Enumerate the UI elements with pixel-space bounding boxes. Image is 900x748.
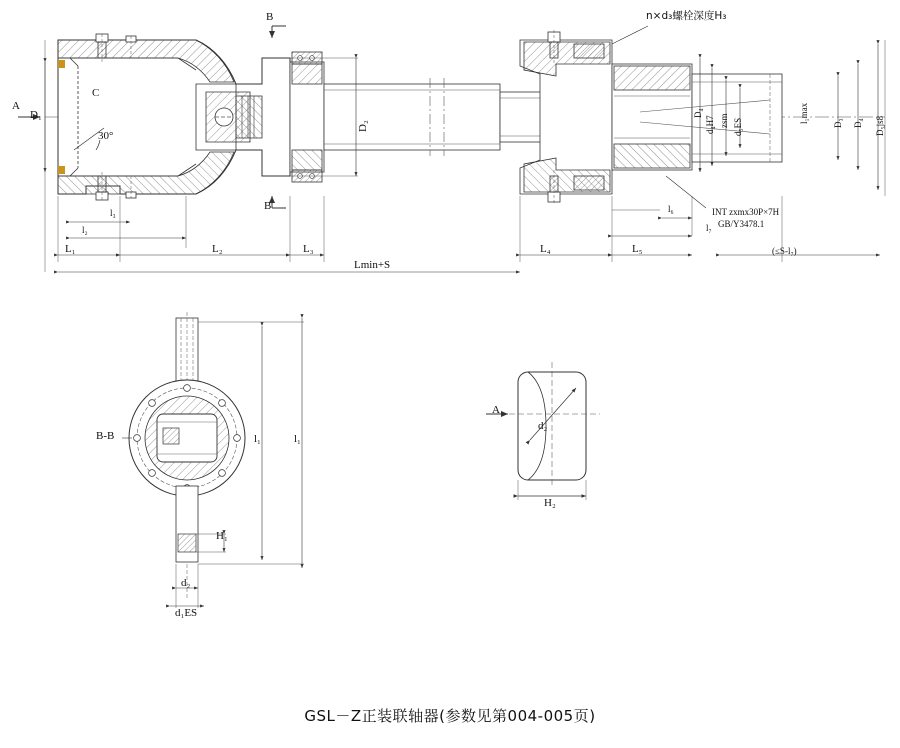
- detail-dim-d2-label: d₂: [538, 420, 548, 432]
- spline-note-line2: GB/Y3478.1: [718, 219, 765, 229]
- angle-30-label: 30°: [98, 130, 114, 142]
- bb-dim-l1-inner-label: l₁: [254, 433, 261, 445]
- section-bb-group: [122, 312, 304, 608]
- dim-L1-label: L₁: [65, 243, 76, 255]
- spline-note-line1: INT zxmx30P×7H: [712, 207, 780, 217]
- bb-dim-h1-label: H₁: [216, 530, 228, 542]
- dim-L5-label: L₅: [632, 243, 643, 255]
- dim-L3-label: L₃: [303, 243, 314, 255]
- bb-dim-d2-label: d₂: [181, 577, 191, 589]
- bolt-depth-note: n×d₃螺栓深度H₃: [646, 10, 727, 22]
- dim-l6-label: l₆: [668, 204, 674, 214]
- section-arrow-b-bottom-label: B: [264, 200, 272, 212]
- chamfer-c-label: C: [92, 87, 100, 99]
- main-view-group: [18, 26, 885, 272]
- dim-d5es-label: d₅ES: [733, 117, 743, 136]
- dim-d4-label: D₄: [693, 108, 703, 118]
- bb-dim-d1es-label: d₁ES: [175, 607, 198, 619]
- dim-d3-right-label: D₃: [833, 118, 843, 128]
- dim-l2-label: l₂: [82, 225, 88, 235]
- dim-L4-label: L₄: [540, 243, 551, 255]
- drawing-caption: GSL－Z正装联轴器(参数见第004-005页): [304, 707, 596, 725]
- dim-lmin-s-label: Lmin+S: [354, 259, 391, 271]
- view-arrow-a-label: A: [12, 100, 20, 112]
- dim-l3-label: l₃: [110, 208, 116, 218]
- section-bb-label: B-B: [96, 430, 115, 442]
- detail-arrow-a-label: A: [492, 404, 500, 416]
- dim-d5js8-label: D₅js8: [875, 115, 885, 136]
- dim-d4h7-label: d₄H7: [705, 115, 715, 134]
- dim-d4-right-label: D₄: [853, 118, 863, 128]
- dim-l7-label: l₇: [706, 223, 712, 233]
- detail-dim-h2-label: H₂: [544, 497, 556, 509]
- dim-L2-label: L₂: [212, 243, 223, 255]
- dim-l1max-label: l₁max: [799, 102, 809, 124]
- dim-s-minus-l7-label: (≤S-l₇): [772, 246, 797, 256]
- dim-d2-label: D₂: [357, 120, 369, 132]
- section-arrow-b-top-label: B: [266, 11, 274, 23]
- dim-d1-label: D₁: [30, 109, 42, 121]
- bb-dim-l1-outer-label: l₁: [294, 433, 301, 445]
- dim-zsm-label: zsm: [719, 113, 729, 128]
